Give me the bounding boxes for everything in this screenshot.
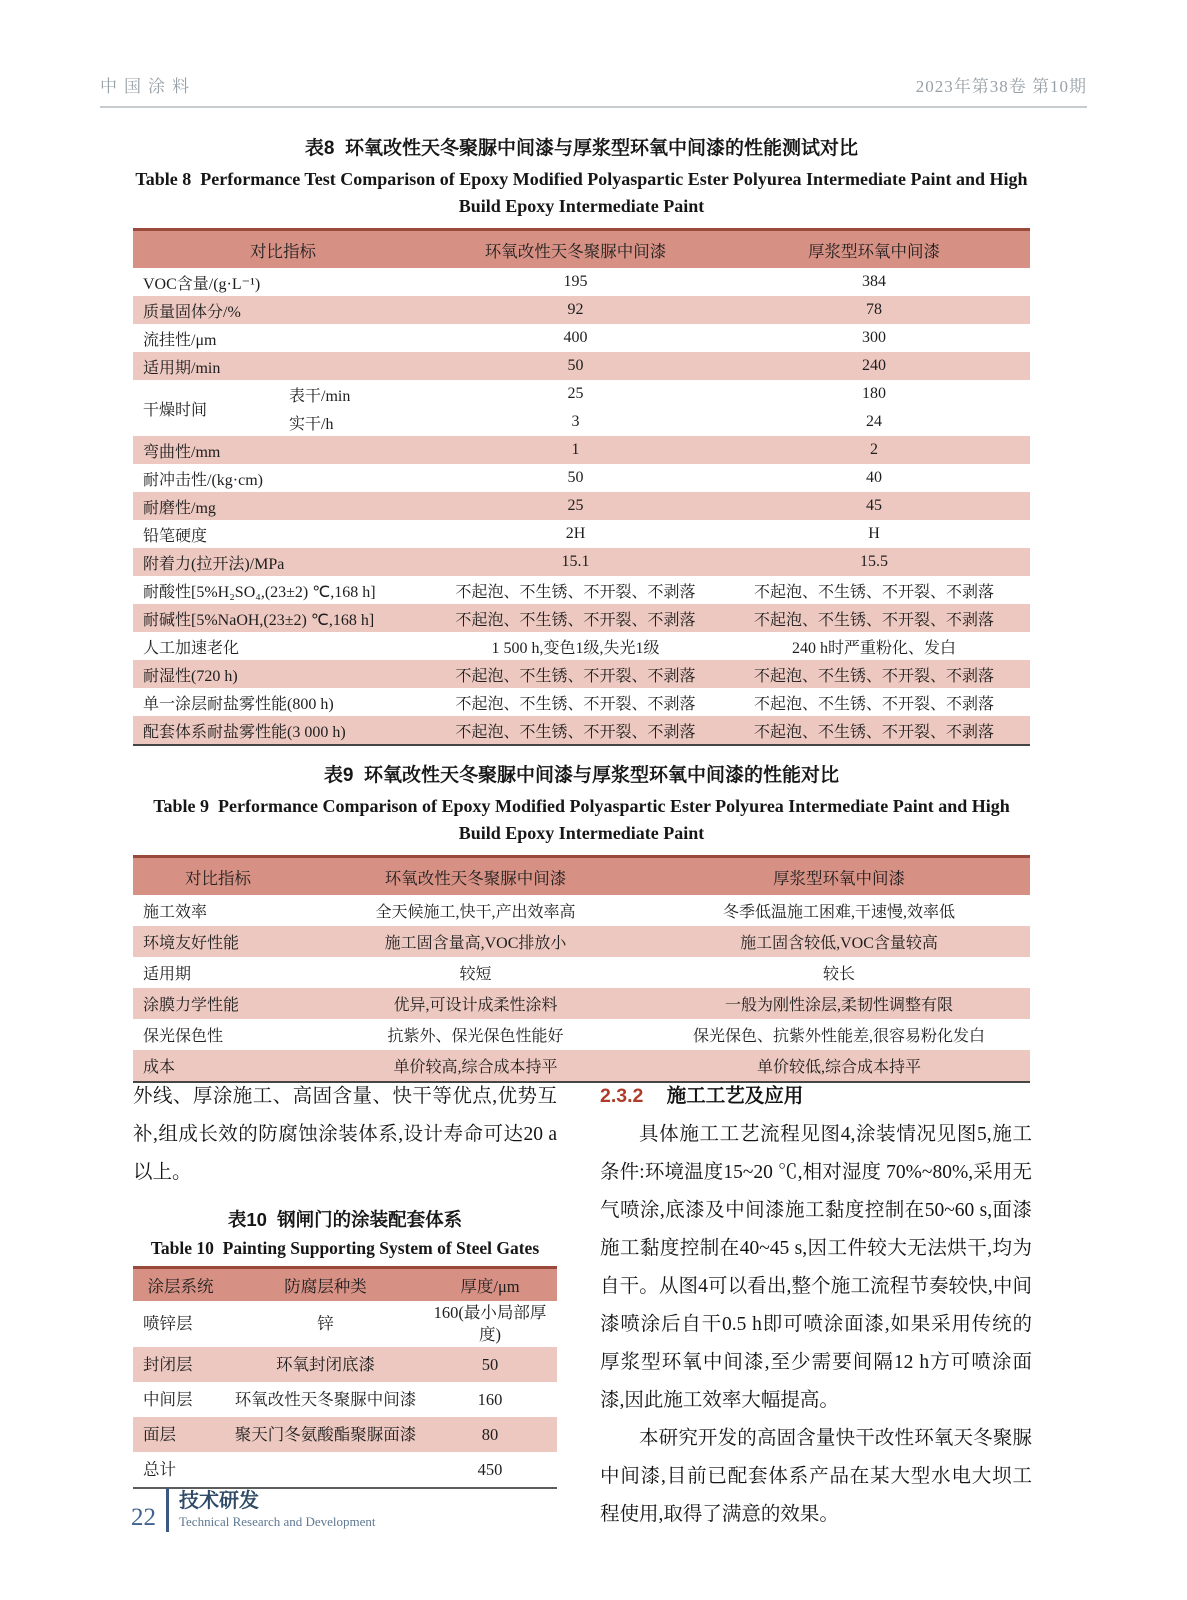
- value-cell: 不起泡、不生锈、不开裂、不剥落: [753, 695, 994, 713]
- table9-block: [133, 760, 1030, 1083]
- table9-title-zh: 表9 环氧改性天冬聚脲中间漆与厚浆型环氧中间漆的性能对比: [323, 765, 840, 786]
- section-title: 施工工艺及应用: [666, 1085, 804, 1107]
- row-label-cell: 单一涂层耐盐雾性能(800 h): [143, 695, 334, 713]
- table8-row: [133, 296, 1030, 324]
- value-cell: 施工固含较低,VOC含量较高: [740, 935, 938, 952]
- footer-divider-bar: [166, 1488, 169, 1532]
- row-label-cell: 喷锌层: [143, 1314, 193, 1333]
- value-cell: 抗紫外、保光保色性能好: [387, 1028, 564, 1045]
- row-label-cell: 保光保色性: [143, 1028, 224, 1045]
- value-cell: 160(最小局部厚度): [433, 1303, 547, 1344]
- page-number: 22: [131, 1504, 156, 1531]
- footer-section: [179, 1489, 376, 1531]
- table9-row: [133, 895, 1030, 926]
- value-cell: 450: [423, 1452, 557, 1488]
- value-cell: 3: [571, 413, 580, 430]
- value-cell: 聚天门冬氨酸酯聚脲面漆: [234, 1424, 417, 1444]
- value-cell: 400: [563, 329, 588, 346]
- row-label-cell: 总计: [133, 1452, 228, 1488]
- table8-row: [133, 688, 1030, 716]
- footer-section-zh: 技术研发: [179, 1490, 259, 1512]
- row-label-cell: 耐磨性/mg: [143, 499, 216, 517]
- table9-row: [133, 926, 1030, 957]
- table8-row: [133, 464, 1030, 492]
- table8-row: [133, 660, 1030, 688]
- row-label-cell: 环境友好性能: [143, 935, 240, 952]
- row-label-cell: 耐湿性(720 h): [143, 667, 238, 685]
- value-cell: 50: [567, 357, 584, 374]
- row-label-cell: 适用期: [143, 966, 192, 983]
- value-cell: 全天候施工,快干,产出效率高: [375, 904, 576, 921]
- value-cell: 锌: [317, 1314, 334, 1333]
- value-cell: 单价较低,综合成本持平: [648, 1050, 1030, 1082]
- value-cell: 较短: [459, 966, 492, 983]
- value-cell: 不起泡、不生锈、不开裂、不剥落: [455, 667, 696, 685]
- row-label-cell: 耐碱性[5%NaOH,(23±2) ℃,168 h]: [143, 611, 375, 629]
- row-sublabel-cell: 表干/min: [289, 387, 351, 405]
- value-cell: 不起泡、不生锈、不开裂、不剥落: [433, 716, 718, 745]
- value-cell: 不起泡、不生锈、不开裂、不剥落: [455, 583, 696, 601]
- value-cell: 15.1: [561, 553, 590, 570]
- table9: [133, 855, 1030, 1083]
- value-cell: 施工固含量高,VOC排放小: [384, 935, 567, 952]
- right-column: [600, 1078, 1032, 1534]
- table8-row: [133, 492, 1030, 520]
- value-cell: 300: [862, 329, 886, 346]
- value-cell: H: [868, 525, 880, 542]
- table8-row: [133, 380, 1030, 408]
- table9-title-en: Table 9 Performance Comparison of Epoxy Modified Polyaspartic Ester Polyurea Intermediate Paint and High Build Epoxy Intermediate Paint: [153, 796, 1015, 843]
- value-cell: 冬季低温施工困难,干速慢,效率低: [722, 904, 955, 921]
- column-header: 防腐层种类: [284, 1277, 367, 1296]
- row-label-cell: 面层: [143, 1424, 176, 1444]
- table10-title-zh: 表10 钢闸门的涂装配套体系: [227, 1209, 463, 1230]
- column-header: 厚浆型环氧中间漆: [808, 241, 940, 261]
- table9-row: [133, 1019, 1030, 1050]
- value-cell: 15.5: [860, 553, 888, 570]
- value-cell: 1: [571, 441, 580, 458]
- row-label-cell: 封闭层: [143, 1354, 193, 1374]
- value-cell: 240 h时严重粉化、发白: [791, 639, 956, 657]
- value-cell: 不起泡、不生锈、不开裂、不剥落: [753, 667, 994, 685]
- value-cell: 50: [481, 1354, 499, 1374]
- table8-row: [133, 268, 1030, 296]
- table8-row: [133, 324, 1030, 352]
- table8-row: [133, 576, 1030, 604]
- journal-name: 中国涂料: [100, 77, 196, 96]
- value-cell: 384: [862, 273, 886, 290]
- value-cell: 24: [866, 413, 882, 430]
- row-label-cell: 涂膜力学性能: [143, 997, 240, 1014]
- column-header: 环氧改性天冬聚脲中间漆: [384, 868, 567, 888]
- table8-row: [133, 352, 1030, 380]
- column-header: 环氧改性天冬聚脲中间漆: [484, 241, 667, 261]
- value-cell: 优异,可设计成柔性涂料: [393, 997, 558, 1014]
- body-paragraph: 具体施工工艺流程见图4,涂装情况见图5,施工条件:环境温度15~20 ℃,相对湿度 70%~80%,采用无气喷涂,底漆及中间漆施工黏度控制在50~60 s,面漆施工黏度控制在40~45 s,因工件较大无法烘干,均为自干。从图4可以看出,整个施工流程节奏较快,中间漆喷涂后自干0.5 h即可喷涂面漆,如果采用传统的厚浆型环氧中间漆,至少需要间隔12 h方可喷涂面漆,因此施工效率大幅提高。: [600, 1124, 1032, 1411]
- table8: [133, 228, 1030, 746]
- table10-row: [133, 1347, 557, 1382]
- value-cell: 不起泡、不生锈、不开裂、不剥落: [455, 611, 696, 629]
- value-cell: 单价较高,综合成本持平: [303, 1050, 648, 1082]
- value-cell: 40: [866, 469, 882, 486]
- row-label-cell: 配套体系耐盐雾性能(3 000 h): [133, 716, 433, 745]
- value-cell: 160: [477, 1389, 503, 1409]
- table10-titles: [133, 1206, 557, 1260]
- table8-row: [133, 436, 1030, 464]
- value-cell: 不起泡、不生锈、不开裂、不剥落: [753, 611, 994, 629]
- section-number: 2.3.2: [600, 1085, 644, 1107]
- table10-row: [133, 1417, 557, 1452]
- table10-row: [133, 1382, 557, 1417]
- table8-header-row: [133, 230, 1030, 269]
- value-cell: 240: [862, 357, 886, 374]
- value-cell: 环氧改性天冬聚脲中间漆: [234, 1389, 417, 1409]
- value-cell: 不起泡、不生锈、不开裂、不剥落: [753, 583, 994, 601]
- table8-title-zh: 表8 环氧改性天冬聚脲中间漆与厚浆型环氧中间漆的性能测试对比: [304, 138, 859, 159]
- value-cell: 80: [481, 1424, 499, 1444]
- table8-row: [133, 548, 1030, 576]
- row-label-cell: 施工效率: [143, 904, 208, 921]
- row-sublabel-cell: 实干/h: [289, 415, 334, 433]
- body-paragraph: 外线、厚涂施工、高固含量、快干等优点,优势互补,组成长效的防腐蚀涂装体系,设计寿命可达20 a以上。: [133, 1086, 557, 1183]
- value-cell: 25: [567, 385, 584, 402]
- row-group-label-cell: 干燥时间: [143, 401, 208, 419]
- value-cell: 不起泡、不生锈、不开裂、不剥落: [718, 716, 1030, 745]
- value-cell: 78: [866, 301, 882, 318]
- row-label-cell: 中间层: [143, 1389, 193, 1409]
- table10-header-row: [133, 1268, 557, 1302]
- table8-block: [133, 133, 1033, 746]
- row-label-cell: VOC含量/(g·L⁻¹): [143, 275, 261, 293]
- body-paragraph: 本研究开发的高固含量快干改性环氧天冬聚脲中间漆,目前已配套体系产品在某大型水电大坝工程使用,取得了满意的效果。: [600, 1428, 1032, 1525]
- value-cell: 2: [870, 441, 878, 458]
- value-cell: [228, 1452, 423, 1488]
- value-cell: 2H: [565, 525, 586, 542]
- footer-section-en: Technical Research and Development: [179, 1514, 376, 1529]
- row-label-cell: 耐酸性[5%H₂SO₄,(23±2) ℃,168 h]: [143, 583, 376, 601]
- column-header: 涂层系统: [147, 1277, 214, 1296]
- value-cell: 180: [862, 385, 886, 402]
- row-label-cell: 流挂性/μm: [143, 331, 217, 349]
- table9-header-row: [133, 857, 1030, 896]
- table10-row: [133, 1301, 557, 1347]
- row-label-cell: 弯曲性/mm: [143, 443, 221, 461]
- value-cell: 1 500 h,变色1级,失光1级: [491, 639, 660, 657]
- section-heading: [600, 1080, 1032, 1108]
- value-cell: 25: [567, 497, 584, 514]
- row-label-cell: 成本: [133, 1050, 303, 1082]
- value-cell: 保光保色、抗紫外性能差,很容易粉化发白: [692, 1028, 985, 1045]
- row-label-cell: 适用期/min: [143, 359, 221, 377]
- issue-info: 2023年第38卷 第10期: [915, 77, 1087, 96]
- column-header: 对比指标: [185, 868, 251, 888]
- row-label-cell: 附着力(拉开法)/MPa: [143, 555, 285, 573]
- value-cell: 环氧封闭底漆: [276, 1354, 375, 1374]
- page-footer: [131, 1488, 376, 1532]
- table10: [133, 1266, 557, 1489]
- value-cell: 45: [866, 497, 882, 514]
- value-cell: 195: [563, 273, 588, 290]
- table8-row: [133, 604, 1030, 632]
- table8-title-en: Table 8 Performance Test Comparison of Epoxy Modified Polyaspartic Ester Polyurea Intermediate Paint and High Build Epoxy Intermediate Paint: [135, 169, 1033, 216]
- column-header: 厚度/μm: [460, 1277, 520, 1296]
- table10-row: [133, 1452, 557, 1488]
- row-label-cell: 铅笔硬度: [143, 527, 208, 545]
- column-header: 厚浆型环氧中间漆: [773, 868, 905, 888]
- value-cell: 50: [567, 469, 584, 486]
- value-cell: 一般为刚性涂层,柔韧性调整有限: [724, 997, 953, 1014]
- value-cell: 较长: [822, 966, 855, 983]
- table9-row: [133, 988, 1030, 1019]
- table10-title-en: Table 10 Painting Supporting System of Steel Gates: [150, 1238, 540, 1258]
- row-label-cell: 质量固体分/%: [143, 303, 241, 321]
- row-label-cell: 耐冲击性/(kg·cm): [143, 471, 263, 489]
- page-header: [100, 72, 1087, 108]
- table8-row: [133, 520, 1030, 548]
- table8-row: [133, 716, 1030, 745]
- table8-row: [133, 632, 1030, 660]
- left-column: [133, 1078, 557, 1489]
- value-cell: 92: [567, 301, 584, 318]
- value-cell: 不起泡、不生锈、不开裂、不剥落: [455, 695, 696, 713]
- column-header: 对比指标: [250, 241, 316, 261]
- table9-row: [133, 957, 1030, 988]
- row-label-cell: 人工加速老化: [143, 639, 240, 657]
